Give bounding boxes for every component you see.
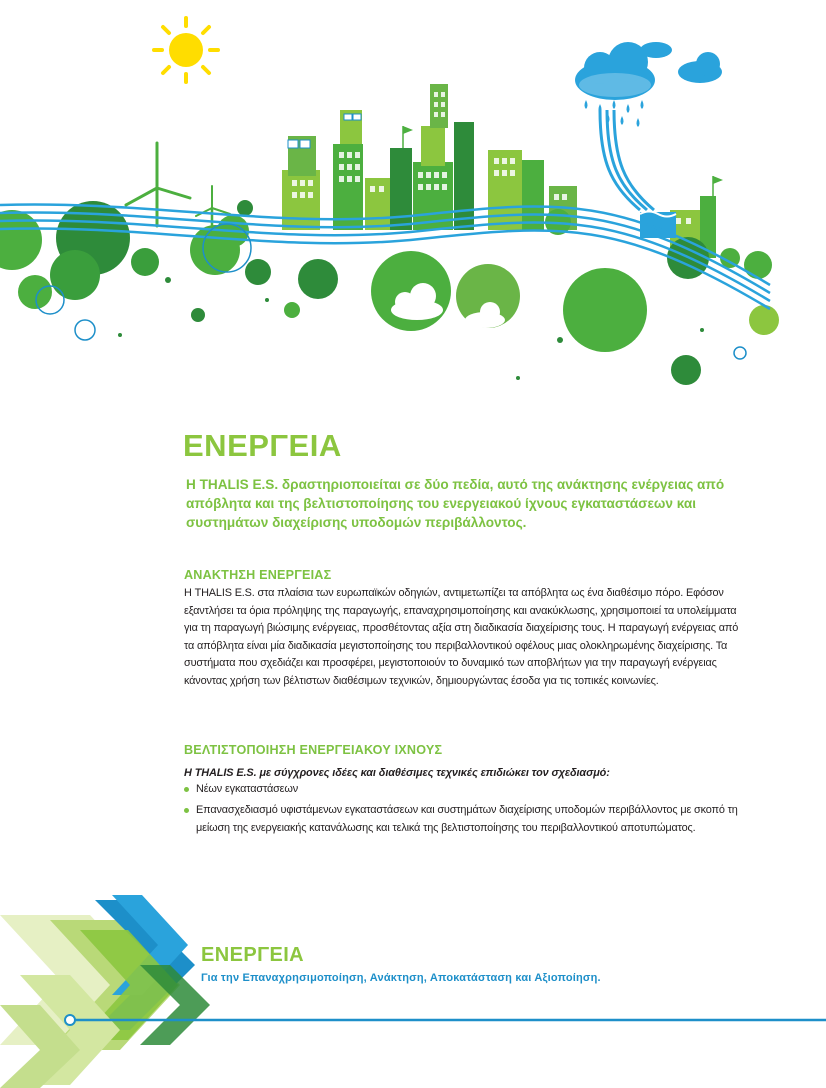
list-item-text: Νέων εγκαταστάσεων — [196, 783, 299, 795]
list-item — [183, 802, 753, 837]
optimization-lead: Η THALIS E.S. με σύγχρονες ιδέες και διαθέσιμες τεχνικές επιδιώκει τον σχεδιασμό: — [184, 767, 610, 779]
section-title-optimization: ΒΕΛΤΙΣΤΟΠΟΙΗΣΗ ΕΝΕΡΓΕΙΑΚΟΥ ΙΧΝΟΥΣ — [184, 743, 443, 757]
list-item-text: Επανασχεδιασμό υφιστάμενων εγκαταστάσεων και συστημάτων διαχείρισης υποδομών περιβάλλοντος με σκοπό τη μείωση της ενεργειακής κατανάλωσης και τελικά της βελτιστοποίησης του περιβαλλοντικού αποτυπώματος. — [196, 804, 738, 834]
intro-paragraph: Η THALIS E.S. δραστηριοποιείται σε δύο πεδία, αυτό της ανάκτησης ενέργειας από απόβλητα και της βελτιστοποίησης του ενεργειακού ίχνους εγκαταστάσεων και συστημάτων διαχείρισης υποδομών περιβάλλοντος. — [186, 477, 725, 530]
section-title-recovery: ΑΝΑΚΤΗΣΗ ΕΝΕΡΓΕΙΑΣ — [184, 568, 332, 582]
section-body-recovery: Η THALIS E.S. στα πλαίσια των ευρωπαϊκών οδηγιών, αντιμετωπίζει τα απόβλητα ως ένα διαθέσιμο πόρο. Εφόσον εξαντλήσει τα όρια πρόληψης της παραγωγής, επαναχρησιμοποίησης και ανακύκλωσης, χρησιμοποιεί τα υπολείμματα για τη παραγωγή βιώσιμης ενέργειας, προσθέτοντας αξία στη διαδικασία διαχείρισης τους. Η παραγωγή ενέργειας από τα απόβλητα είναι μία διαδικασία μεγιστοποίησης του περιβαλλοντικού οφέλους μιας ολοκληρωμένης διαχείρισης. Τα συστήματα που σχεδιάζει και προσφέρει, μεγιστοποιούν το δυναμικό των αποβλήτων για την παραγωγή ενέργειας κάνοντας χρήση των βέλτιστων διαθέσιμων τεχνικών, δημιουργώντας έσοδα για τις τοπικές κοινωνίες. — [184, 587, 739, 687]
sun-icon — [154, 18, 218, 82]
page-title: ΕΝΕΡΓΕΙΑ — [183, 428, 342, 463]
eco-city-illustration — [0, 0, 826, 390]
footer-subtitle: Για την Επαναχρησιμοποίηση, Ανάκτηση, Αποκατάσταση και Αξιοποίηση. — [201, 972, 601, 984]
rain-cloud-icon — [575, 42, 722, 127]
footer-arrows-graphic — [0, 895, 826, 1088]
footer-title: ΕΝΕΡΓΕΙΑ — [201, 944, 305, 966]
bullet-icon — [184, 787, 189, 792]
bullet-icon — [184, 808, 189, 813]
list-item — [183, 781, 753, 799]
